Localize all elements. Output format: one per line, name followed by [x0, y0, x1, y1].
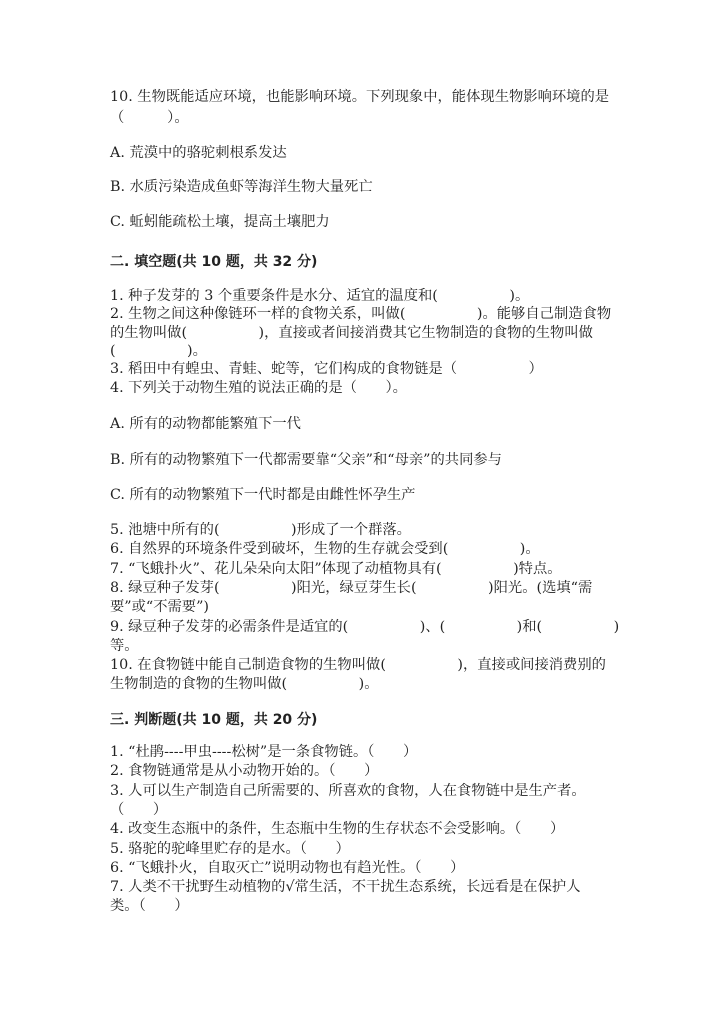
- question-line: 5. 骆驼的驼峰里贮存的是水。（ ）: [110, 841, 350, 857]
- question-line: 7. “飞蛾扑火”、花儿朵朵向太阳”体现了动植物具有( )特点。: [110, 561, 562, 577]
- option-a: A. 所有的动物都能繁殖下一代: [110, 416, 301, 432]
- option-b: B. 所有的动物繁殖下一代都需要靠“父亲”和“母亲”的共同参与: [110, 452, 502, 468]
- question-line: 4. 改变生态瓶中的条件，生态瓶中生物的生存状态不会受影响。（ ）: [110, 821, 565, 837]
- question-line: 3. 人可以生产制造自己所需要的、所喜欢的食物，人在食物链中是生产者。: [110, 783, 586, 799]
- question-line: 要”或“不需要”): [110, 599, 209, 615]
- option-a: A. 荒漠中的骆驼刺根系发达: [110, 145, 287, 161]
- question-line: 9. 绿豆种子发芽的必需条件是适宜的( )、( )和( ): [110, 619, 620, 635]
- question-line: 10. 在食物链中能自己制造食物的生物叫做( )，直接或间接消费别的: [110, 657, 606, 673]
- section-heading: 三. 判断题(共 10 题，共 20 分): [110, 712, 318, 728]
- question-line: 8. 绿豆种子发芽( )阳光，绿豆芽生长( )阳光。(选填“需: [110, 580, 593, 596]
- question-line: 5. 池塘中所有的( )形成了一个群落。: [110, 522, 411, 538]
- question-line: 1. “杜鹃----甲虫----松树”是一条食物链。（ ）: [110, 744, 418, 760]
- question-line: 6. “飞蛾扑火，自取灭亡”说明动物也有趋光性。（ ）: [110, 860, 465, 876]
- question-line: 2. 生物之间这种像链环一样的食物关系，叫做( )。能够自己制造食物: [110, 306, 612, 322]
- question-line: 类。（ ）: [110, 898, 189, 914]
- section-heading: 二. 填空题(共 10 题，共 32 分): [110, 254, 318, 270]
- question-line: 生物制造的食物的生物叫做( )。: [110, 676, 379, 692]
- question-stem: 10. 生物既能适应环境，也能影响环境。下列现象中，能体现生物影响环境的是: [110, 89, 610, 105]
- question-line: 的生物叫做( )，直接或者间接消费其它生物制造的食物的生物叫做: [110, 325, 593, 341]
- question-line: 2. 食物链通常是从小动物开始的。（ ）: [110, 763, 379, 779]
- option-c: C. 蚯蚓能疏松土壤，提高土壤肥力: [110, 214, 330, 230]
- question-line: 3. 稻田中有蝗虫、青蛙、蛇等，它们构成的食物链是（ ）: [110, 361, 543, 377]
- option-c: C. 所有的动物繁殖下一代时都是由雌性怀孕生产: [110, 487, 416, 503]
- question-line: 6. 自然界的环境条件受到破坏，生物的生存就会受到( )。: [110, 541, 540, 557]
- question-line: 等。: [110, 638, 139, 654]
- question-line: （ ）: [110, 802, 168, 818]
- question-line: 1. 种子发芽的 3 个重要条件是水分、适宜的温度和( )。: [110, 288, 530, 304]
- option-b: B. 水质污染造成鱼虾等海洋生物大量死亡: [110, 179, 373, 195]
- question-line: ( )。: [110, 343, 207, 359]
- question-line: 7. 人类不干扰野生动植物的√常生活，不干扰生态系统，长远看是在保护人: [110, 879, 581, 895]
- answer-blank: （ ）。: [110, 110, 189, 126]
- question-line: 4. 下列关于动物生殖的说法正确的是（ ）。: [110, 380, 407, 396]
